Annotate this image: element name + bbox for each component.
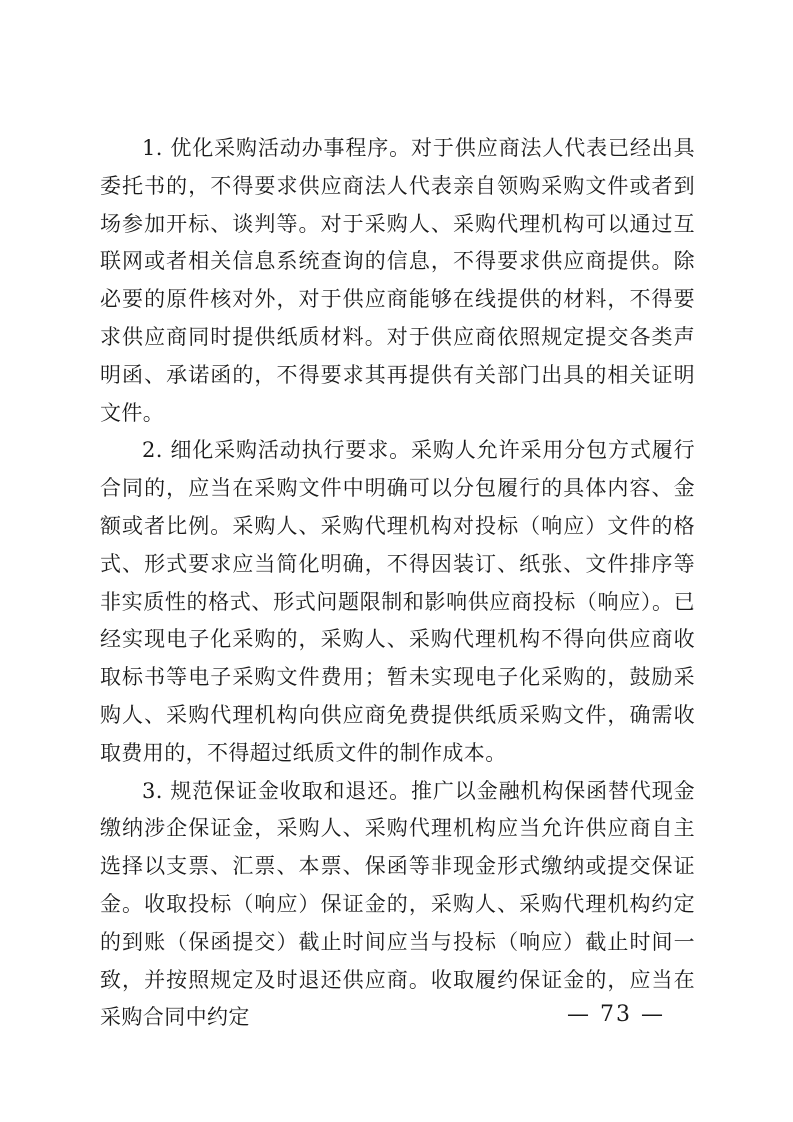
page-number: — 73 — [567,1002,665,1027]
paragraph-deposit-rules: 3. 规范保证金收取和退还。推广以金融机构保函替代现金缴纳涉企保证金，采购人、采购代理机构应当允许供应商自主选择以支票、汇票、本票、保函等非现金形式缴纳或提交保证金。收取投标（响应）保证金的，采购人、采购代理机构约定的到账（保函提交）截止时间应当与投标（响应）截止时间一致，并按照规定及时退还供应商。收取履约保证金的，应当在采购合同中约定 [100,778,695,1030]
paragraph-refine-requirements: 2. 细化采购活动执行要求。采购人允许采用分包方式履行合同的，应当在采购文件中明确可以分包履行的具体内容、金额或者比例。采购人、采购代理机构对投标（响应）文件的格式、形式要求应当简化明确，不得因装订、纸张、文件排序等非实质性的格式、形式问题限制和影响供应商投标（响应）。已经实现电子化采购的，采购人、采购代理机构不得向供应商收取标书等电子采购文件费用；暂未实现电子化采购的，鼓励采购人、采购代理机构向供应商免费提供纸质采购文件，确需收取费用的，不得超过纸质文件的制作成本。 [100,438,695,765]
paragraph-optimize-procedures: 1. 优化采购活动办事程序。对于供应商法人代表已经出具委托书的，不得要求供应商法人代表亲自领购采购文件或者到场参加开标、谈判等。对于采购人、采购代理机构可以通过互联网或者相关信息系统查询的信息，不得要求供应商提供。除必要的原件核对外，对于供应商能够在线提供的材料，不得要求供应商同时提供纸质材料。对于供应商依照规定提交各类声明函、承诺函的，不得要求其再提供有关部门出具的相关证明文件。 [100,136,695,425]
document-body [100,130,695,1037]
